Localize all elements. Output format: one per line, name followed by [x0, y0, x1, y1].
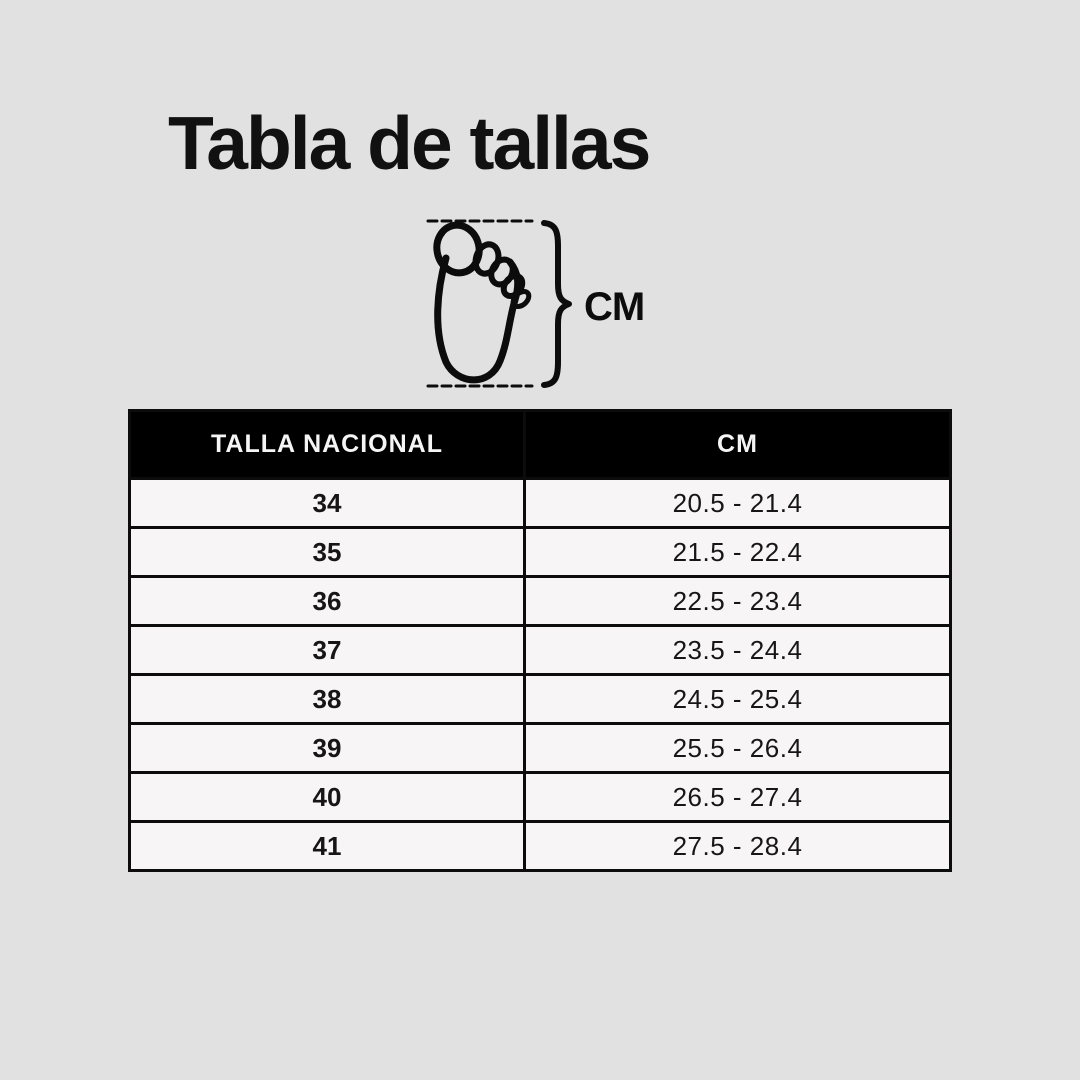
table-row [130, 626, 951, 675]
foot-measurement-figure [410, 205, 670, 405]
cm-range-cell: 25.5 - 26.4 [525, 724, 951, 773]
page-title: Tabla de tallas [168, 101, 650, 185]
table-header-row [130, 411, 951, 479]
table-row [130, 773, 951, 822]
cm-range-cell: 21.5 - 22.4 [525, 528, 951, 577]
size-cell: 41 [130, 822, 525, 871]
header-cm: CM [525, 411, 951, 479]
table-row [130, 675, 951, 724]
table-row [130, 528, 951, 577]
cm-range-cell: 22.5 - 23.4 [525, 577, 951, 626]
cm-range-cell: 20.5 - 21.4 [525, 479, 951, 528]
table-body [130, 479, 951, 871]
size-table [128, 409, 952, 872]
cm-range-cell: 27.5 - 28.4 [525, 822, 951, 871]
cm-range-cell: 24.5 - 25.4 [525, 675, 951, 724]
size-cell: 38 [130, 675, 525, 724]
unit-label: CM [584, 285, 645, 329]
cm-range-cell: 23.5 - 24.4 [525, 626, 951, 675]
size-cell: 40 [130, 773, 525, 822]
table-row [130, 822, 951, 871]
table-row [130, 724, 951, 773]
size-cell: 37 [130, 626, 525, 675]
size-cell: 35 [130, 528, 525, 577]
size-cell: 34 [130, 479, 525, 528]
table-row [130, 479, 951, 528]
table-row [130, 577, 951, 626]
header-talla-nacional: TALLA NACIONAL [130, 411, 525, 479]
size-cell: 39 [130, 724, 525, 773]
size-cell: 36 [130, 577, 525, 626]
brace-icon [544, 223, 569, 385]
cm-range-cell: 26.5 - 27.4 [525, 773, 951, 822]
